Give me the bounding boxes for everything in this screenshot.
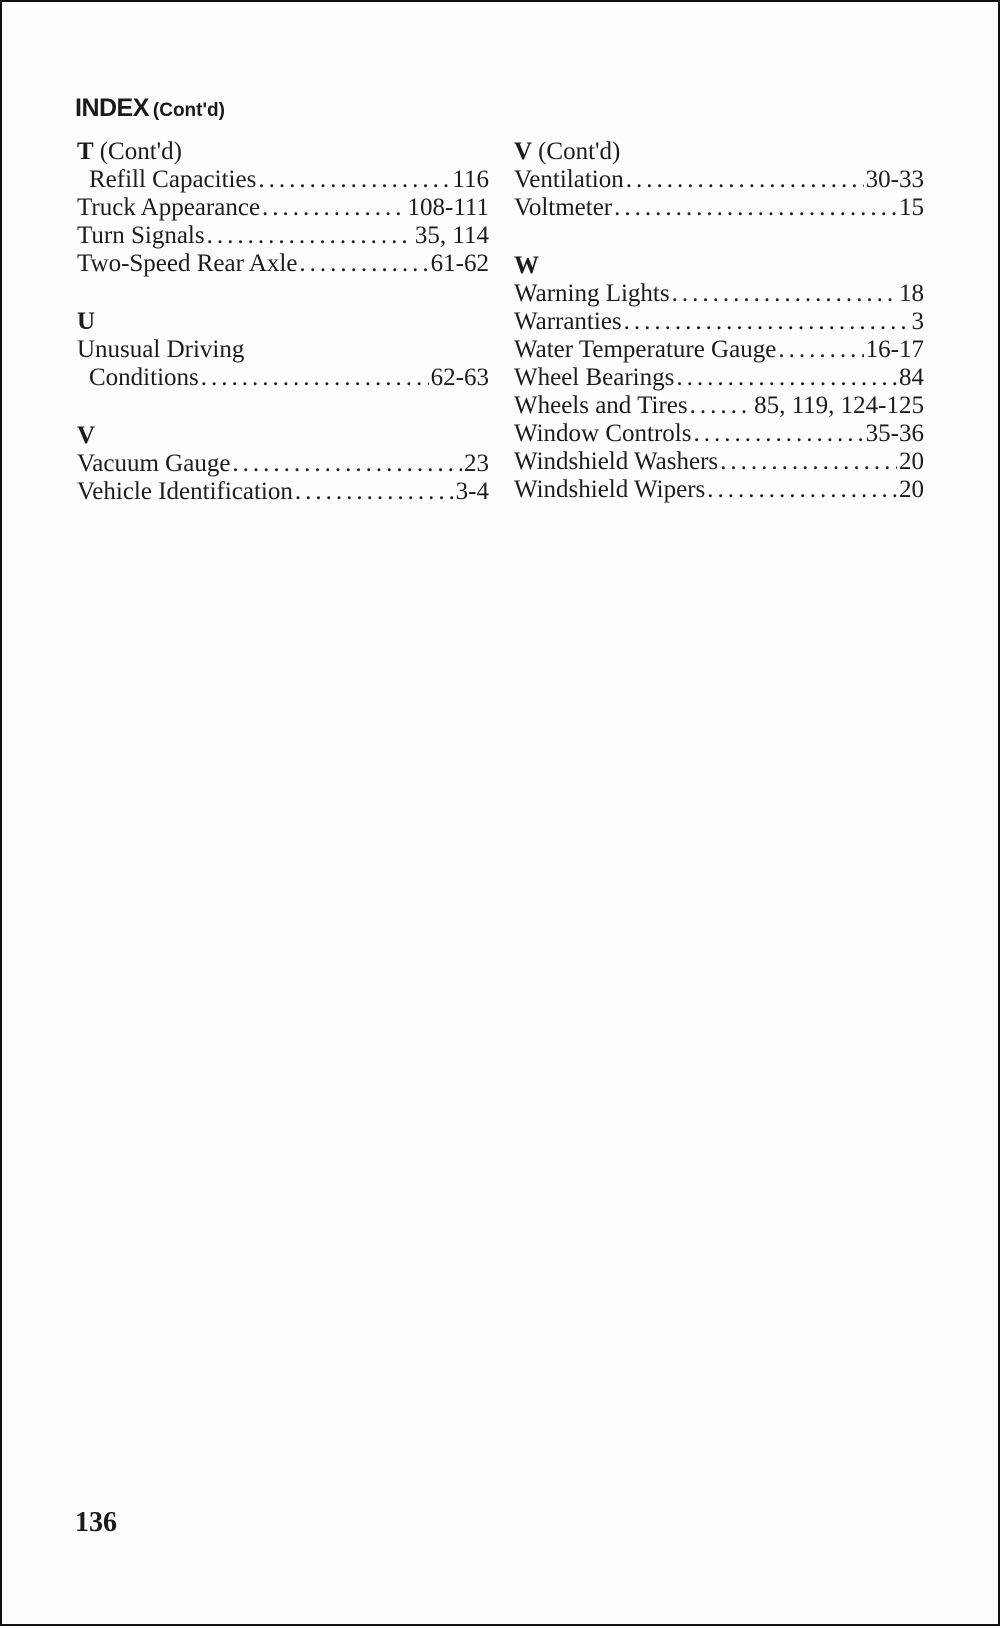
index-entry: [77, 166, 489, 194]
section-letter: V: [514, 138, 533, 165]
entry-pages: 30-33: [865, 166, 924, 193]
entry-term: Turn Signals: [77, 222, 205, 249]
index-entry: [77, 194, 489, 222]
entry-pages: 61-62: [430, 250, 489, 277]
entry-pages: 3-4: [455, 478, 489, 505]
dot-leader: [299, 250, 428, 278]
dot-leader: [258, 166, 450, 194]
index-entry: [514, 364, 924, 392]
dot-leader: [201, 364, 429, 392]
dot-leader: [672, 280, 897, 308]
index-entry: [514, 392, 924, 420]
section-gap: [77, 392, 489, 419]
entry-term: Warranties: [514, 308, 622, 335]
section-cont-label: (Cont'd): [538, 138, 621, 165]
entry-term: Warning Lights: [514, 280, 670, 307]
section-header-t: [77, 138, 489, 166]
entry-term: Ventilation: [514, 166, 624, 193]
entry-term: Vehicle Identification: [77, 478, 293, 505]
entry-term: Conditions: [89, 364, 199, 391]
dot-leader: [207, 222, 413, 250]
right-column: [514, 135, 924, 504]
index-entry: [514, 308, 924, 336]
index-entry: [514, 280, 924, 308]
index-entry: [77, 450, 489, 478]
entry-pages: 84: [899, 364, 924, 391]
dot-leader: [720, 448, 897, 476]
dot-leader: [707, 476, 897, 504]
section-gap: [77, 278, 489, 305]
dot-leader: [626, 166, 864, 194]
entry-pages: 35, 114: [414, 222, 489, 249]
entry-pages: 116: [452, 166, 489, 193]
entry-term: Refill Capacities: [89, 166, 257, 193]
entry-pages: 62-63: [430, 364, 489, 391]
left-column: [77, 135, 489, 506]
entry-pages: 20: [899, 448, 924, 475]
entry-pages: 18: [899, 280, 924, 307]
dot-leader: [614, 194, 897, 222]
dot-leader: [232, 450, 462, 478]
entry-pages: 3: [911, 308, 924, 335]
dot-leader: [676, 364, 897, 392]
heading-title: INDEX: [75, 94, 149, 122]
dot-leader: [262, 194, 405, 222]
dot-leader: [778, 336, 863, 364]
entry-pages: 108-111: [407, 194, 489, 221]
section-letter-v: V: [77, 422, 96, 449]
entry-term: Windshield Wipers: [514, 476, 706, 503]
section-gap: [514, 222, 924, 249]
dot-leader: [693, 420, 863, 448]
index-entry: [514, 166, 924, 194]
dot-leader: [624, 308, 910, 336]
index-entry: [514, 476, 924, 504]
entry-term: Vacuum Gauge: [77, 450, 231, 477]
index-entry: [514, 448, 924, 476]
index-entry: [77, 250, 489, 278]
entry-term: Two-Speed Rear Axle: [77, 250, 298, 277]
heading-subtitle: (Cont'd): [152, 100, 225, 121]
section-cont-label: (Cont'd): [99, 138, 182, 165]
entry-pages: 23: [464, 450, 489, 477]
entry-term: Wheel Bearings: [514, 364, 675, 391]
entry-pages: 85, 119, 124-125: [754, 392, 924, 419]
index-entry: [77, 364, 489, 392]
entry-term: Water Temperature Gauge: [514, 336, 777, 363]
section-letter-u: U: [77, 308, 96, 335]
entry-pages: 35-36: [865, 420, 924, 447]
index-entry: [514, 420, 924, 448]
index-heading: [75, 94, 225, 123]
section-header-v: [514, 138, 924, 166]
section-letter-w: W: [514, 252, 539, 279]
entry-term: Truck Appearance: [77, 194, 261, 221]
entry-term: Voltmeter: [514, 194, 613, 221]
index-entry: [77, 478, 489, 506]
index-entry: [77, 222, 489, 250]
page-number: 136: [75, 1507, 117, 1538]
index-entry: [514, 336, 924, 364]
section-letter: T: [77, 138, 94, 165]
entry-term: Windshield Washers: [514, 448, 719, 475]
dot-leader: [690, 392, 752, 420]
entry-pages: 16-17: [865, 336, 924, 363]
entry-pages: 20: [899, 476, 924, 503]
entry-pages: 15: [899, 194, 924, 221]
entry-term: Window Controls: [514, 420, 692, 447]
entry-term: Wheels and Tires: [514, 392, 688, 419]
entry-term-line: Unusual Driving: [77, 336, 245, 363]
index-entry: [514, 194, 924, 222]
dot-leader: [295, 478, 454, 506]
